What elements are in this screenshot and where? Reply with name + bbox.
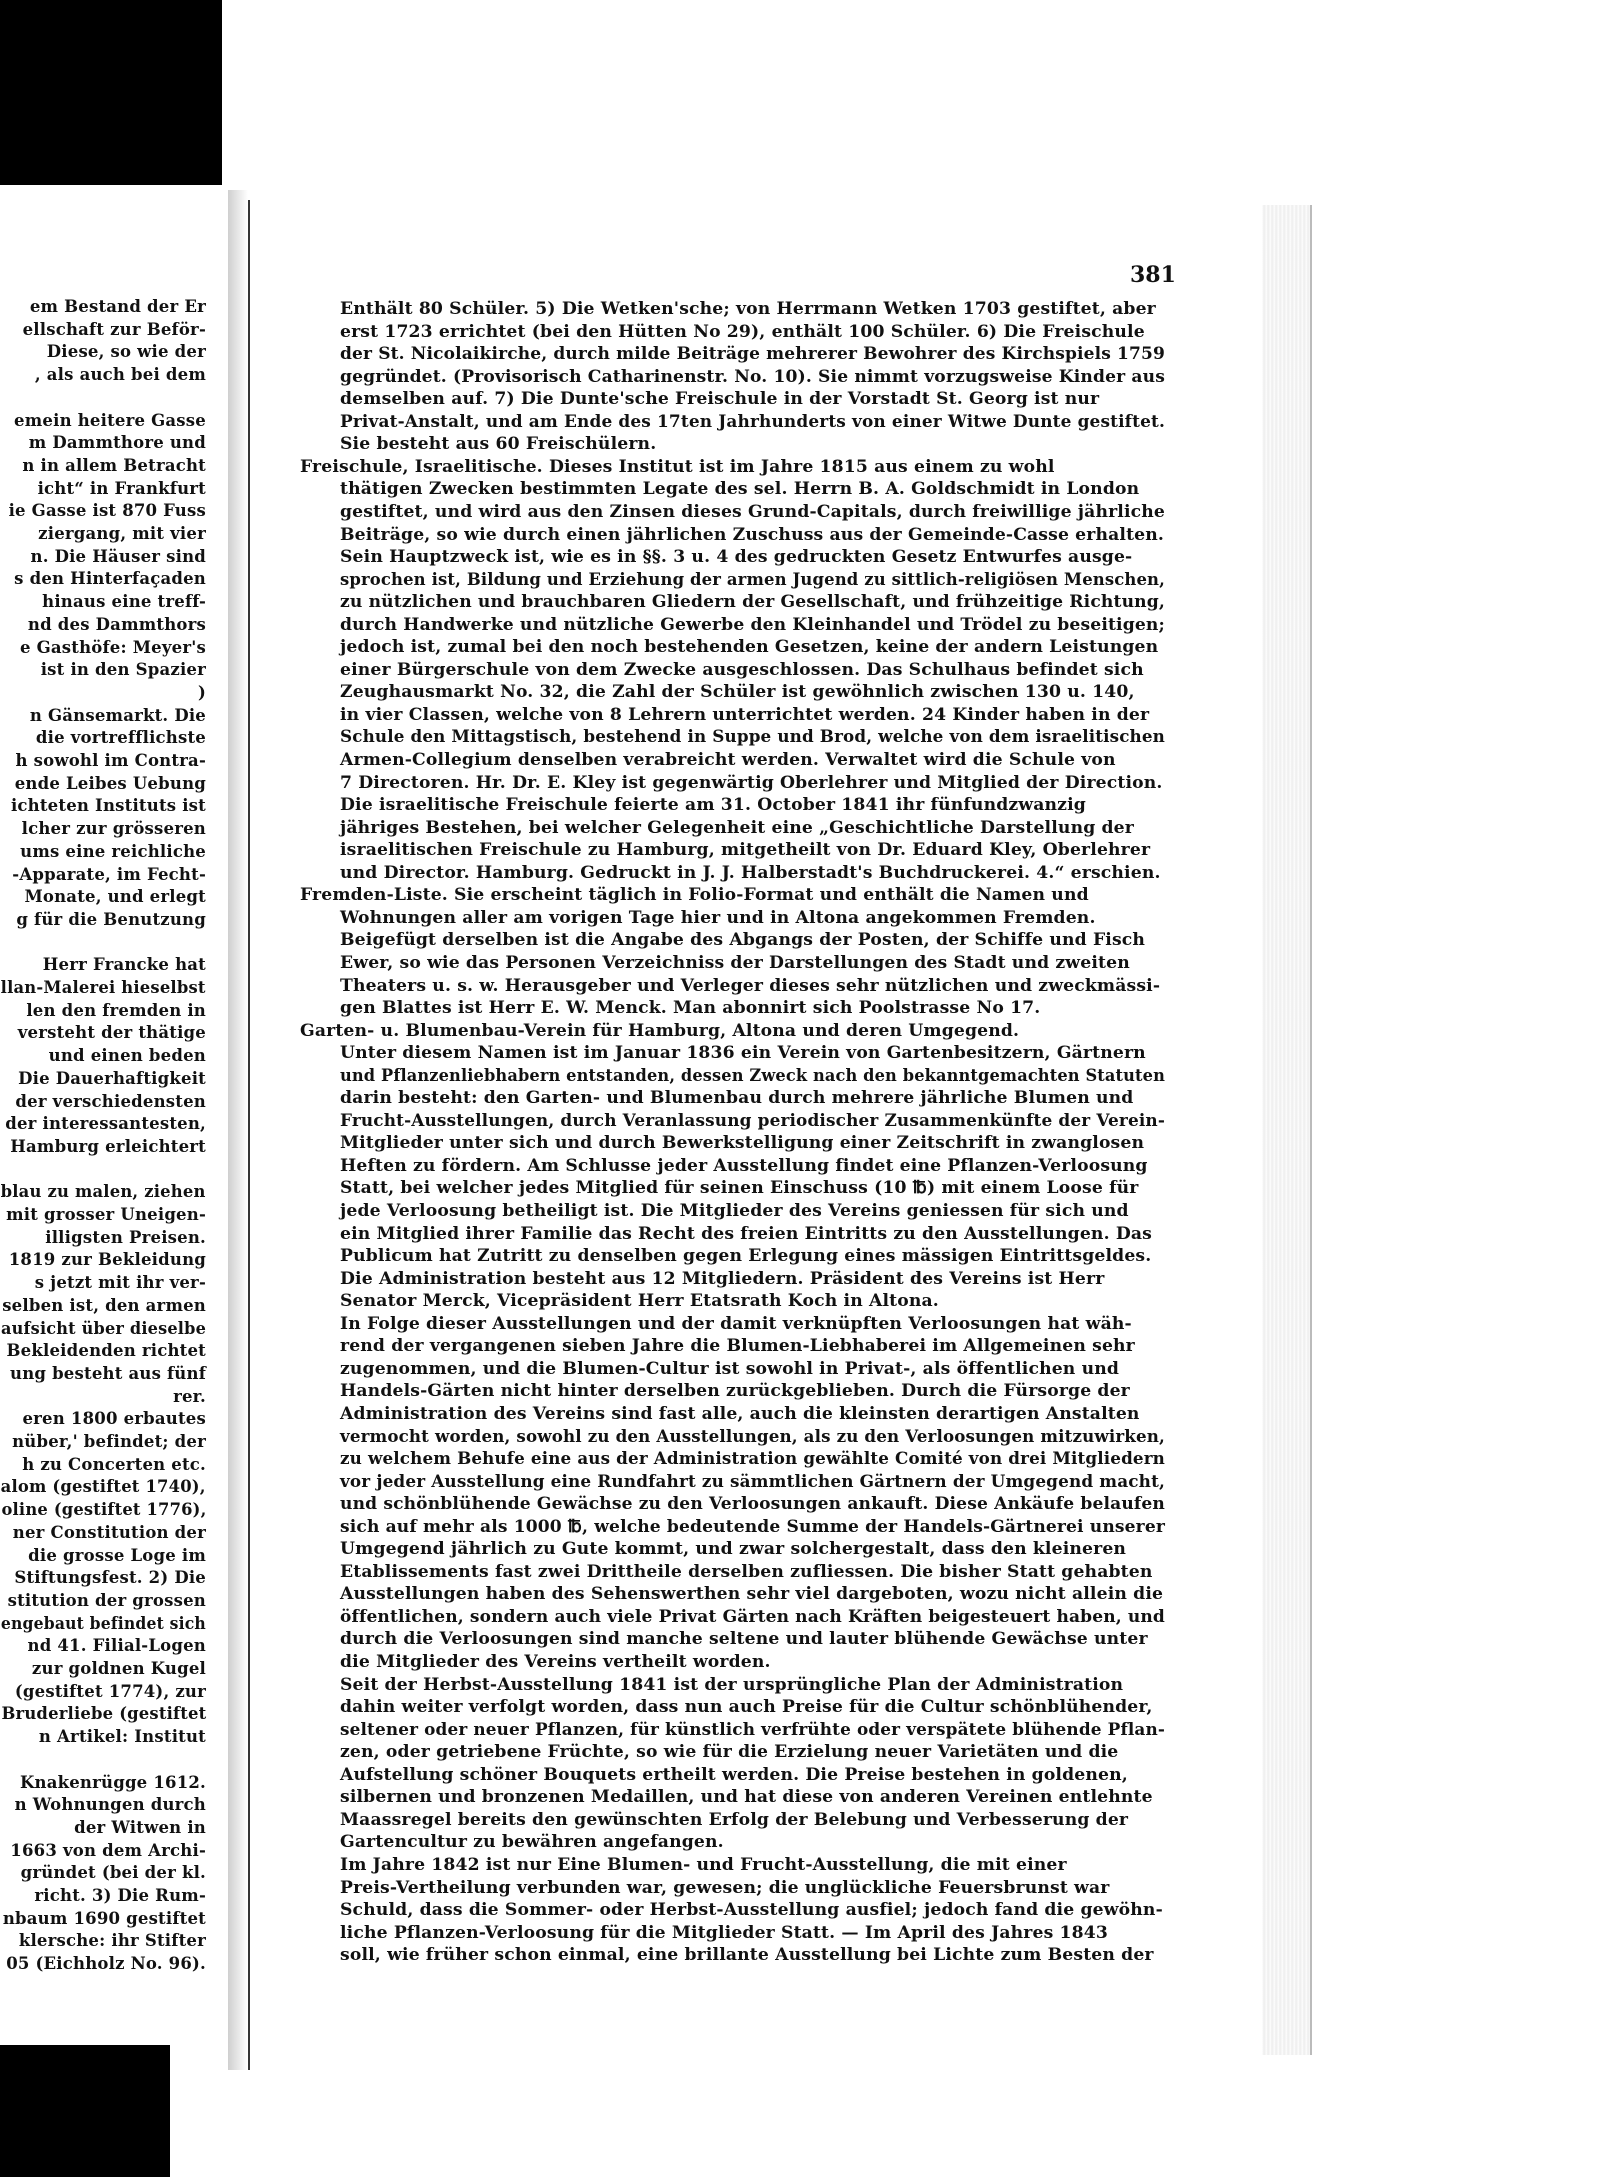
text-line: israelitischen Freischule zu Hamburg, mitgetheilt von Dr. Eduard Kley, Oberlehrer [340, 840, 1151, 861]
text-line: durch Handwerke und nützliche Gewerbe den Kleinhandel und Trödel zu beseitigen; [340, 614, 1165, 635]
text-line: Ewer, so wie das Personen Verzeichniss der Darstellungen des Stadt und zweiten [340, 952, 1130, 973]
left-text-line: aufsicht über dieselbe [1, 1318, 206, 1338]
text-line: rend der vergangenen sieben Jahre die Blumen-Liebhaberei im Allgemeinen sehr [340, 1336, 1135, 1357]
left-text-line: n in allem Betracht [22, 455, 206, 475]
text-line: öffentlichen, sondern auch viele Privat Gärten nach Kräften beigesteuert haben, und [340, 1606, 1165, 1627]
text-line: Beiträge, so wie durch einen jährlichen Zuschuss aus der Gemeinde-Casse erhalten. [340, 524, 1165, 545]
text-line: Umgegend jährlich zu Gute kommt, und zwar solchergestalt, dass den kleineren [340, 1539, 1127, 1560]
left-text-line: Bruderliebe (gestiftet [1, 1704, 206, 1724]
left-text-line: em Bestand der Er [29, 297, 206, 316]
text-line: Fremden-Liste. Sie erscheint täglich in Folio-Format und enthält die Namen und [300, 885, 1089, 906]
text-line: Die Administration besteht aus 12 Mitgliedern. Präsident des Vereins ist Herr [340, 1268, 1105, 1289]
left-text-line: der interessantesten, [5, 1114, 206, 1134]
left-text-line: und einen beden [48, 1046, 206, 1066]
left-text-line: Herr Francke hat [42, 955, 206, 975]
text-line: Handels-Gärten nicht hinter derselben zurückgeblieben. Durch die Fürsorge der [340, 1381, 1130, 1402]
left-text-line: mit grosser Uneigen- [6, 1205, 206, 1224]
text-line: Preis-Vertheilung verbunden war, gewesen; die unglückliche Feuersbrunst war [340, 1877, 1110, 1898]
left-text-line: lcher zur grösseren [21, 819, 206, 839]
left-text-line: blau zu malen, ziehen [1, 1182, 206, 1202]
text-line: zu nützlichen und brauchbaren Gliedern der Gesellschaft, und frühzeitige Richtung, [340, 592, 1165, 613]
text-line: Freischule, Israelitische. Dieses Institut ist im Jahre 1815 aus einem zu wohl [300, 456, 1055, 477]
left-text-line: Diese, so wie der [46, 342, 206, 362]
left-text-line: ist in den Spazier [40, 660, 206, 680]
scan-background-top [0, 0, 222, 188]
text-line: demselben auf. 7) Die Dunte'sche Freischule in der Vorstadt St. Georg ist nur [340, 389, 1100, 410]
text-line: 7 Directoren. Hr. Dr. E. Kley ist gegenwärtig Oberlehrer und Mitglied der Direction. [340, 772, 1163, 793]
left-text-line: e Gasthöfe: Meyer's [19, 637, 206, 657]
left-text-line: stitution der grossen [7, 1590, 206, 1610]
left-text-line: (gestiftet 1774), zur [14, 1681, 206, 1701]
left-text-line: nd 41. Filial-Logen [27, 1636, 206, 1656]
text-line: In Folge dieser Ausstellungen und der damit verknüpften Verloosungen hat wäh- [340, 1313, 1132, 1334]
left-text-line: ie Gasse ist 870 Fuss [8, 501, 206, 521]
text-line: durch die Verloosungen sind manche seltene und lauter blühende Gewächse unter [340, 1629, 1148, 1650]
text-line: zen, oder getriebene Früchte, so wie für die Erzielung neuer Varietäten und die [340, 1742, 1119, 1763]
text-line: ein Mitglied ihrer Familie das Recht des freien Eintritts zu den Ausstellungen. Das [340, 1223, 1153, 1244]
text-line: Frucht-Ausstellungen, durch Veranlassung periodischer Zusammenkünfte der Verein- [340, 1110, 1165, 1131]
left-text-line: m Dammthore und [28, 433, 206, 453]
text-line: Unter diesem Namen ist im Januar 1836 ein Verein von Gartenbesitzern, Gärtnern [340, 1043, 1146, 1064]
text-line: der St. Nicolaikirche, durch milde Beiträge mehrerer Bewohrer des Kirchspiels 1759 [340, 344, 1165, 365]
text-line: Statt, bei welcher jedes Mitglied für seinen Einschuss (10 ℔) mit einem Loose für [340, 1178, 1139, 1199]
left-text-line: versteht der thätige [17, 1023, 206, 1043]
text-line: Publicum hat Zutritt zu denselben gegen Erlegung eines mässigen Eintrittsgeldes. [340, 1246, 1152, 1267]
left-text-line: emein heitere Gasse [14, 410, 206, 430]
text-line: zu welchem Behufe eine aus der Administration gewählte Comité von drei Mitgliedern [340, 1449, 1165, 1470]
left-text-line: nd des Dammthors [27, 614, 206, 634]
left-text-line: ums eine reichliche [20, 841, 206, 861]
left-text-line: ner Constitution der [12, 1522, 206, 1542]
text-line: Privat-Anstalt, und am Ende des 17ten Jahrhunderts von einer Witwe Dunte gestiftet. [340, 411, 1165, 432]
text-line: Die israelitische Freischule feierte am 31. October 1841 ihr fünfundzwanzig [340, 795, 1086, 816]
text-line: Beigefügt derselben ist die Angabe des Abgangs der Posten, der Schiffe und Fisch [340, 930, 1146, 951]
text-line: silbernen und bronzenen Medaillen, und hat diese von anderen Vereinen entlehnte [340, 1787, 1153, 1808]
text-line: Aufstellung schöner Bouquets ertheilt werden. Die Preise bestehen in goldenen, [340, 1764, 1128, 1785]
text-line: Schule den Mittagstisch, bestehend in Suppe und Brod, welche von dem israelitischen [340, 727, 1165, 748]
text-line: Senator Merck, Vicepräsident Herr Etatsrath Koch in Altona. [340, 1291, 939, 1312]
left-text-line: selben ist, den armen [2, 1295, 206, 1315]
book-gutter [228, 190, 248, 2070]
left-text-line: richt. 3) Die Rum- [34, 1886, 206, 1905]
left-text-line: , als auch bei dem [34, 365, 206, 385]
text-line: zugenommen, und die Blumen-Cultur ist sowohl in Privat-, als öffentlichen und [340, 1358, 1120, 1379]
text-line: und schönblühende Gewächse zu den Verloosungen ankauft. Diese Ankäufe belaufen [340, 1494, 1165, 1515]
text-line: vor jeder Ausstellung eine Rundfahrt zu sämmtlichen Gärtnern der Umgegend macht, [340, 1471, 1165, 1492]
text-line: die Mitglieder des Vereins vertheilt worden. [340, 1652, 771, 1672]
left-text-line: n Artikel: Institut [38, 1727, 206, 1747]
left-text-line: ichteten Instituts ist [10, 796, 206, 816]
left-text-line: n Gänsemarkt. Die [29, 705, 206, 725]
text-line: darin besteht: den Garten- und Blumenbau durch mehrere jährliche Blumen und [340, 1088, 1134, 1109]
left-text-line: s jetzt mit ihr ver- [34, 1273, 206, 1293]
text-line: Sie besteht aus 60 Freischülern. [340, 434, 657, 455]
left-text-line: engebaut befindet sich [1, 1613, 206, 1633]
text-line: gestiftet, und wird aus den Zinsen dieses Grund-Capitals, durch freiwillige jährliche [340, 501, 1165, 522]
left-text-line: ende Leibes Uebung [14, 773, 206, 793]
text-line: und Pflanzenliebhabern entstanden, dessen Zweck nach den bekanntgemachten Statuten [340, 1065, 1165, 1086]
left-text-line: Monate, und erlegt [24, 887, 206, 907]
left-text-line: ellschaft zur Beför- [22, 319, 206, 339]
text-line: erst 1723 errichtet (bei den Hütten No 29), enthält 100 Schüler. 6) Die Freischule [340, 321, 1145, 342]
text-line: Sein Hauptzweck ist, wie es in §§. 3 u. 4 des gedruckten Gesetz Entwurfes ausge- [340, 547, 1133, 568]
text-line: Maassregel bereits den gewünschten Erfolg der Belebung und Verbesserung der [340, 1809, 1129, 1830]
text-line: Zeughausmarkt No. 32, die Zahl der Schüler ist gewöhnlich zwischen 130 u. 140, [340, 682, 1135, 703]
left-text-line: der verschiedensten [15, 1091, 206, 1111]
left-text-line: oline (gestiftet 1776), [1, 1500, 206, 1520]
left-text-line: Knakenrügge 1612. [19, 1772, 206, 1792]
text-line: vermocht worden, sowohl zu den Ausstellungen, als zu den Verloosungen mitzuwirken, [340, 1426, 1165, 1447]
text-line: seltener oder neuer Pflanzen, für künstlich verfrühte oder verspätete blühende Pflan- [340, 1719, 1165, 1740]
text-line: soll, wie früher schon einmal, eine brillante Ausstellung bei Lichte zum Besten der [340, 1945, 1154, 1966]
left-page [0, 185, 222, 2045]
left-text-line: klersche: ihr Stifter [18, 1931, 206, 1951]
left-text-line: die vortrefflichste [35, 728, 206, 748]
left-text-line: h sowohl im Contra- [15, 751, 206, 770]
left-text-line: Bekleidenden richtet [6, 1341, 206, 1361]
left-text-line: der Witwen in [74, 1817, 206, 1837]
left-text-line: rer. [173, 1386, 206, 1406]
left-text-line: ziergang, mit vier [38, 524, 206, 543]
text-line: Enthält 80 Schüler. 5) Die Wetken'sche; von Herrmann Wetken 1703 gestiftet, aber [340, 299, 1156, 319]
left-text-line: nüber,' befindet; der [12, 1432, 206, 1451]
page-edge-stack [1262, 205, 1312, 2055]
text-line: Mitglieder unter sich und durch Bewerkstelligung einer Zeitschrift in zwanglosen [340, 1133, 1145, 1154]
left-text-line: Die Dauerhaftigkeit [18, 1068, 206, 1088]
left-text-line: ) [197, 682, 206, 702]
text-line: einer Bürgerschule von dem Zwecke ausgeschlossen. Das Schulhaus befindet sich [340, 659, 1144, 680]
left-text-line: 1663 von dem Archi- [10, 1840, 206, 1860]
left-text-line: nbaum 1690 gestiftet [2, 1908, 206, 1928]
left-text-line: h zu Concerten etc. [22, 1454, 206, 1474]
left-text-line: Stiftungsfest. 2) Die [14, 1568, 206, 1588]
left-text-line: ung besteht aus fünf [10, 1363, 206, 1383]
text-line: in vier Classen, welche von 8 Lehrern unterrichtet werden. 24 Kinder haben in der [340, 704, 1150, 725]
text-line: Administration des Vereins sind fast alle, auch die kleinsten derartigen Anstalten [340, 1403, 1140, 1424]
text-line: liche Pflanzen-Verloosung für die Mitglieder Statt. — Im April des Jahres 1843 [340, 1922, 1108, 1943]
left-text-line: alom (gestiftet 1740), [1, 1477, 206, 1497]
left-text-line: n Wohnungen durch [14, 1795, 206, 1815]
text-line: Theaters u. s. w. Herausgeber und Verleger dieses sehr nützlichen und zweckmässi- [340, 975, 1161, 996]
left-text-line: zur goldnen Kugel [31, 1659, 206, 1678]
left-text-line: die grosse Loge im [28, 1545, 206, 1565]
left-text-line: eren 1800 erbautes [22, 1409, 206, 1429]
text-line: und Director. Hamburg. Gedruckt in J. J. Halberstadt's Buchdruckerei. 4.“ erschien. [340, 862, 1161, 883]
text-line: Garten- u. Blumenbau-Verein für Hamburg, Altona und deren Umgegend. [300, 1020, 1020, 1041]
left-text-line: icht“ in Frankfurt [37, 478, 206, 498]
text-line: Heften zu fördern. Am Schlusse jeder Ausstellung findet eine Pflanzen-Verloosung [340, 1155, 1148, 1176]
left-text-line: g für die Benutzung [16, 909, 206, 929]
text-line: Wohnungen aller am vorigen Tage hier und in Altona angekommen Fremden. [340, 907, 1096, 928]
left-text-line: 05 (Eichholz No. 96). [6, 1954, 206, 1974]
left-text-line: llan-Malerei hieselbst [1, 978, 206, 997]
text-line: dahin weiter verfolgt worden, dass nun auch Preise für die Cultur schönblühender, [340, 1697, 1153, 1718]
text-line: gen Blattes ist Herr E. W. Menck. Man abonnirt sich Poolstrasse No 17. [340, 998, 1041, 1019]
text-line: thätigen Zwecken bestimmten Legate des sel. Herrn B. A. Goldschmidt in London [340, 479, 1140, 500]
text-line: sprochen ist, Bildung und Erziehung der armen Jugend zu sittlich-religiösen Menschen, [340, 569, 1165, 590]
left-text-line: hinaus eine treff- [42, 592, 206, 612]
text-line: Seit der Herbst-Ausstellung 1841 ist der ursprüngliche Plan der Administration [340, 1674, 1124, 1695]
text-line: gegründet. (Provisorisch Catharinenstr. No. 10). Sie nimmt vorzugsweise Kinder aus [340, 366, 1165, 387]
text-line: Armen-Collegium denselben verabreicht werden. Verwaltet wird die Schule von [340, 750, 1116, 770]
text-line: jede Verloosung betheiligt ist. Die Mitglieder des Vereins geniessen für sich und [340, 1201, 1129, 1221]
page-number: 381 [1130, 262, 1176, 288]
left-text-line: s den Hinterfaçaden [14, 569, 206, 589]
text-line: jedoch ist, zumal bei den noch bestehenden Gesetzen, keine der andern Leistungen [340, 637, 1159, 658]
text-line: Gartencultur zu bewähren angefangen. [340, 1832, 724, 1853]
left-text-line: Hamburg erleichtert [10, 1136, 206, 1156]
left-text-line: -Apparate, im Fecht- [12, 864, 206, 884]
text-line: sich auf mehr als 1000 ℔, welche bedeutende Summe der Handels-Gärtnerei unserer [340, 1516, 1165, 1537]
left-text-line: gründet (bei der kl. [20, 1863, 206, 1883]
text-line: Etablissements fast zwei Drittheile derselben zufliessen. Die bisher Statt gehabten [340, 1561, 1153, 1582]
text-line: Ausstellungen haben des Sehenswerthen sehr viel dargeboten, wozu nicht allein die [340, 1584, 1164, 1605]
text-line: jähriges Bestehen, bei welcher Gelegenheit eine „Geschichtliche Darstellung der [340, 817, 1134, 838]
left-text-line: illigsten Preisen. [45, 1227, 206, 1247]
left-text-line: len den fremden in [26, 1000, 206, 1020]
text-line: Schuld, dass die Sommer- oder Herbst-Ausstellung ausfiel; jedoch fand die gewöhn- [340, 1900, 1163, 1921]
left-text-line: n. Die Häuser sind [30, 546, 206, 566]
left-text-line: 1819 zur Bekleidung [8, 1250, 206, 1270]
text-line: Im Jahre 1842 ist nur Eine Blumen- und Frucht-Ausstellung, die mit einer [340, 1854, 1067, 1875]
